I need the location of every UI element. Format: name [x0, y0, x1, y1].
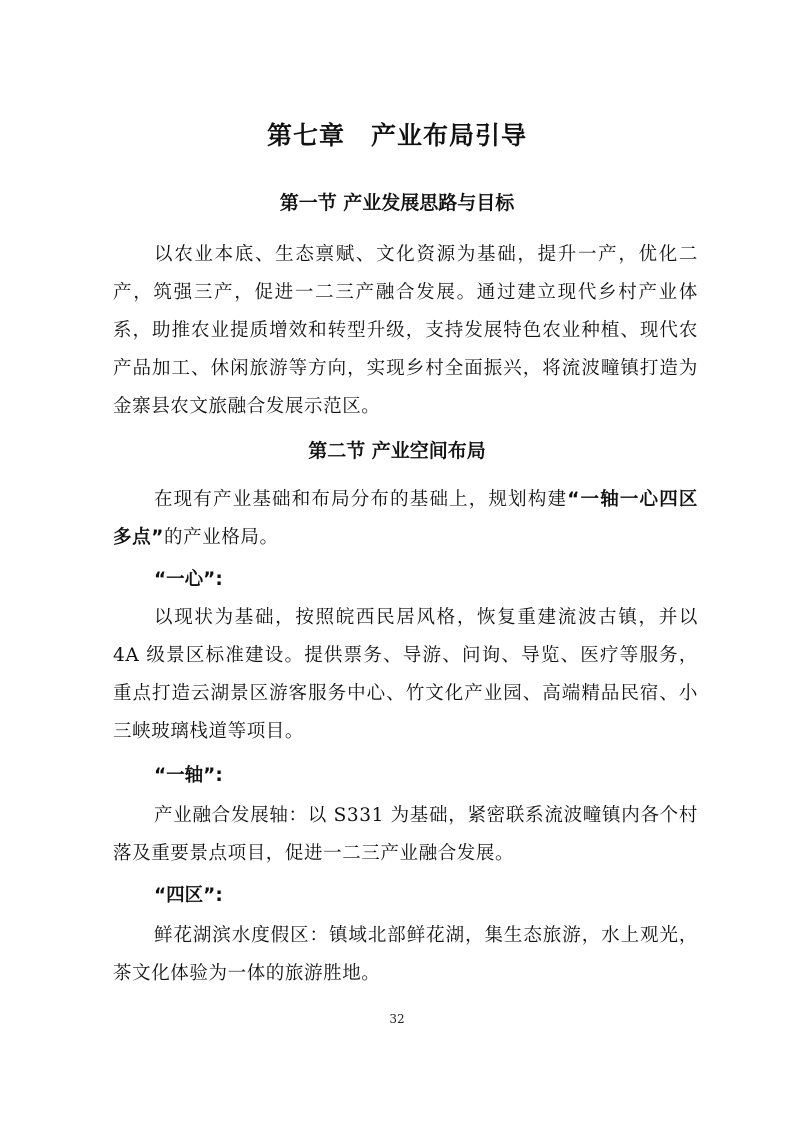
section-1-paragraph: 以农业本底、生态禀赋、文化资源为基础，提升一产，优化二产，筑强三产，促进一二三产融合发展。通过建立现代乡村产业体系，助推农业提质增效和转型升级，支持发展特色农业种植、现代农产品加工、休闲旅游等方向，实现乡村全面振兴，将流波疃镇打造为金寨县农文旅融合发展示范区。	[113, 244, 698, 417]
section-2-title: 第二节 产业空间布局	[308, 440, 486, 462]
axis-label: “一轴”:	[154, 765, 223, 786]
chapter-name: 产业布局引导	[371, 121, 528, 150]
axis-paragraph: 产业融合发展轴：以 S331 为基础，紧密联系流波疃镇内各个村落及重要景点项目，促进一二三产业融合发展。	[113, 805, 698, 864]
heart-paragraph: 以现状为基础，按照皖西民居风格，恢复重建流波古镇，并以 4A 级景区标准建设。提供票务、导游、问询、导览、医疗等服务，重点打造云湖景区游客服务中心、竹文化产业园、高端精品民宿、小三峡玻璃栈道等项目。	[113, 607, 698, 742]
section-1-title: 第一节 产业发展思路与目标	[279, 192, 515, 214]
chapter-title	[0, 116, 794, 152]
section-2-intro	[113, 481, 698, 557]
chapter-number: 第七章	[266, 121, 345, 150]
heart-label: “一心”:	[154, 569, 223, 590]
zones-paragraph: 鲜花湖滨水度假区：镇域北部鲜花湖，集生态旅游，水上观光，茶文化体验为一体的旅游胜地。	[113, 925, 698, 984]
intro-highlight: “一轴一心四区多点”	[113, 489, 698, 548]
intro-text-end: 的产业格局。	[163, 527, 279, 548]
intro-text: 在现有产业基础和布局分布的基础上，规划构建	[154, 489, 568, 510]
page-number: 32	[389, 1012, 405, 1026]
zones-label: “四区”:	[154, 885, 223, 906]
